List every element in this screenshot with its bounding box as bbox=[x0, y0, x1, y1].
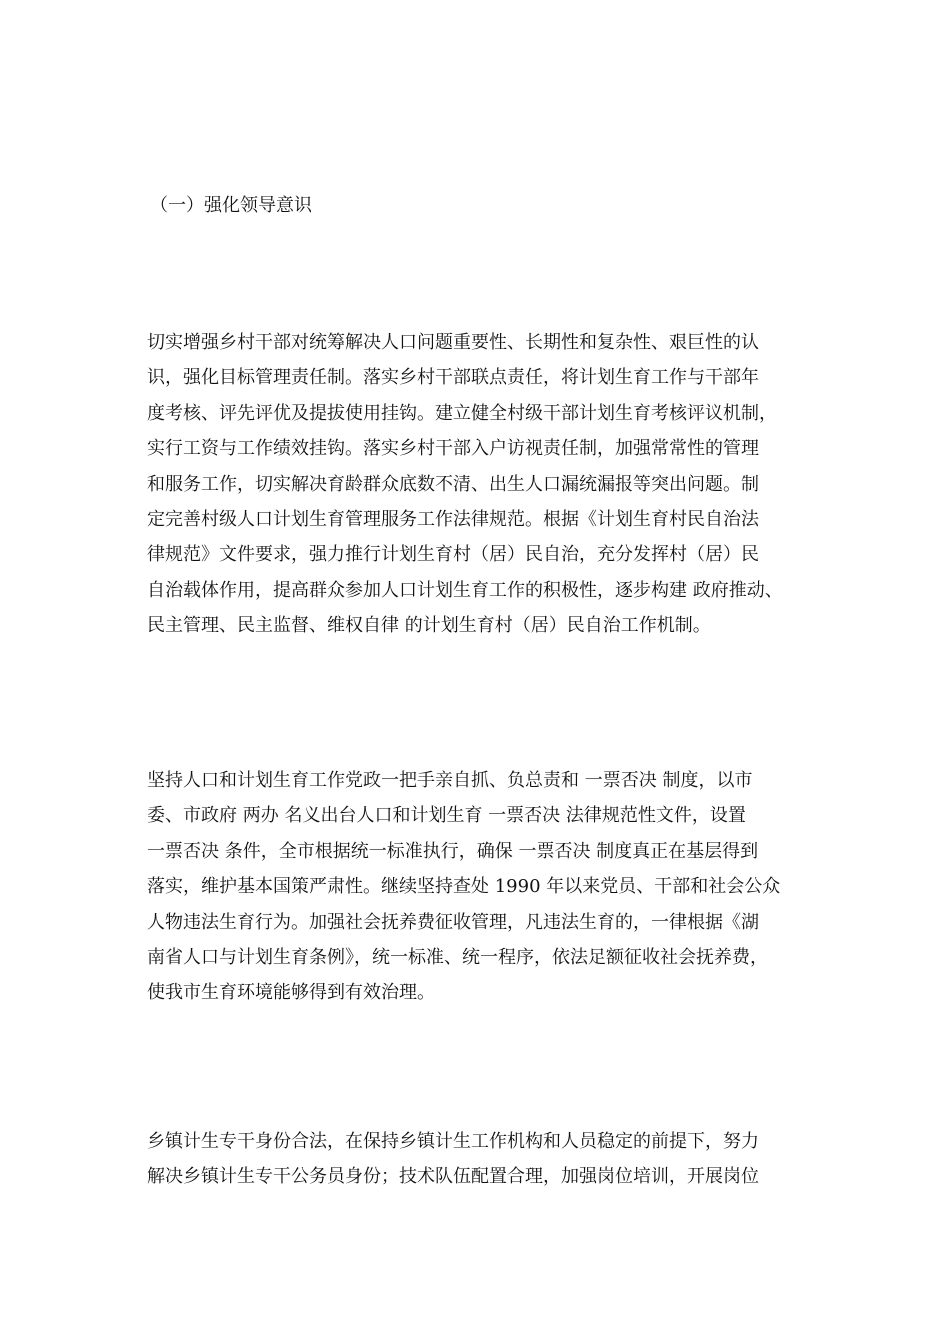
paragraph-line: 委、市政府 两办 名义出台人口和计划生育 一票否决 法律规范性文件，设置 bbox=[147, 805, 746, 827]
paragraph-line: 和服务工作，切实解决育龄群众底数不清、出生人口漏统漏报等突出问题。制 bbox=[147, 473, 759, 495]
paragraph-line: 落实，维护基本国策严肃性。继续坚持查处 1990 年以来党员、干部和社会公众 bbox=[147, 876, 781, 898]
paragraph-line: 度考核、评先评优及提拔使用挂钩。建立健全村级干部计划生育考核评议机制， bbox=[147, 402, 777, 424]
paragraph-line: 坚持人口和计划生育工作党政一把手亲自抓、负总责和 一票否决 制度，以市 bbox=[147, 770, 753, 791]
paragraph-line: 使我市生育环境能够得到有效治理。 bbox=[147, 982, 435, 1004]
paragraph-leadership bbox=[147, 325, 827, 644]
paragraph-line: 乡镇计生专干身份合法，在保持乡镇计生工作机构和人员稳定的前提下，努力 bbox=[147, 1131, 759, 1152]
paragraph-line: 一票否决 条件，全市根据统一标准执行，确保 一票否决 制度真正在基层得到 bbox=[147, 840, 759, 862]
paragraph-line: 民主管理、民主监督、维权自律 的计划生育村（居）民自治工作机制。 bbox=[147, 615, 711, 637]
paragraph-line: 南省人口与计划生育条例》，统一标准、统一程序，依法足额征收社会抚养费， bbox=[147, 946, 768, 968]
paragraph-line: 解决乡镇计生专干公务员身份；技术队伍配置合理，加强岗位培训，开展岗位 bbox=[147, 1166, 759, 1188]
paragraph-line: 识，强化目标管理责任制。落实乡村干部联点责任，将计划生育工作与干部年 bbox=[147, 367, 759, 389]
paragraph-line: 律规范》文件要求，强力推行计划生育村（居）民自治，充分发挥村（居）民 bbox=[147, 544, 759, 566]
paragraph-line: 人物违法生育行为。加强社会抚养费征收管理，凡违法生育的，一律根据《湖 bbox=[147, 911, 759, 933]
paragraph-staffing bbox=[147, 1124, 827, 1195]
section-heading: （一）强化领导意识 bbox=[150, 195, 312, 216]
paragraph-line: 切实增强乡村干部对统筹解决人口问题重要性、长期性和复杂性、艰巨性的认 bbox=[147, 332, 759, 353]
paragraph-line: 自治载体作用，提高群众参加人口计划生育工作的积极性，逐步构建 政府推动、 bbox=[147, 579, 783, 601]
paragraph-line: 定完善村级人口计划生育管理服务工作法律规范。根据《计划生育村民自治法 bbox=[147, 508, 759, 530]
paragraph-one-vote-veto bbox=[147, 763, 827, 1011]
paragraph-line: 实行工资与工作绩效挂钩。落实乡村干部入户访视责任制，加强常常性的管理 bbox=[147, 438, 759, 460]
